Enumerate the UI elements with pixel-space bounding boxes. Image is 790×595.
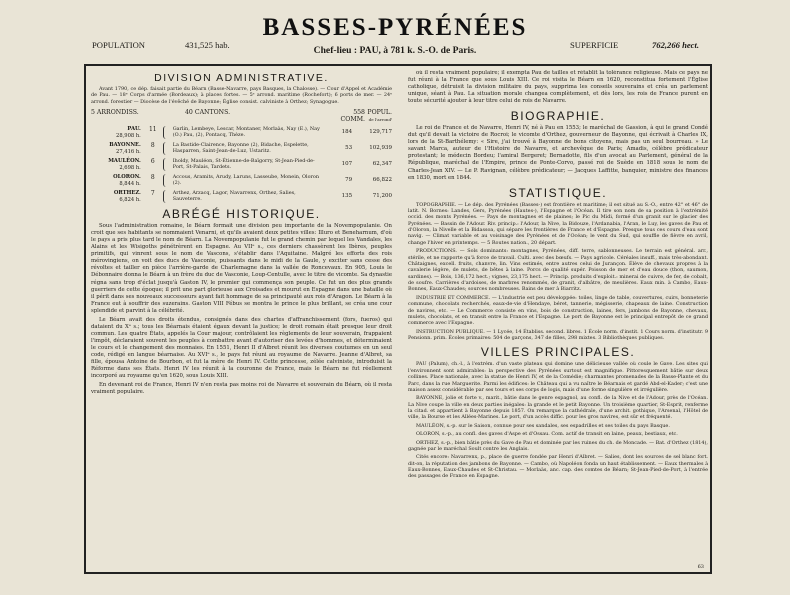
canton-count: 6 xyxy=(150,158,155,166)
abrege-paragraph: En devenant roi de France, Henri IV n'en resta pas moins roi de Navarre et souverain du Béarn, où il resta vraiment populaire. xyxy=(91,382,392,396)
abrege-text xyxy=(91,223,392,396)
canton-list: Iholdy, Mauléon, St-Étienne-de-Baïgorry, St-Jean-Pied-de-Port, St-Palais, Tardets. xyxy=(172,158,315,171)
canton-count: 8 xyxy=(150,174,155,182)
arrondissement-population: 129,717 xyxy=(369,129,392,136)
villes-autres: Cités encore: Navarrenx, p., place de guerre fondée par Henri d'Albret. — Salies, dont les sources de sel blanc fort. dit-on, la réputation des jambons de Bayonne. — Cambo, où Napoléon fonda un haut établissement. — Eaux thermales à Eaux-Bonnes, Eaux-Chaudes et St-Christau. — Morlaàs, anc. cap. des comtes de Béarn; St-Jean-Pied-de-Port, à l'entrée des passages de France en Espagne. xyxy=(408,454,708,480)
population-value: 431,525 hab. xyxy=(185,40,230,50)
ville-mauleon: MAULÉON, s.-p. sur le Saison, connue pour ses sandales, ses espadrilles et ses toiles du pays Basque. xyxy=(416,422,670,429)
arrondissement-name: MAULÉON. 2,698 h. xyxy=(108,158,141,171)
content-frame xyxy=(84,64,712,574)
division-heading: DIVISION ADMINISTRATIVE. xyxy=(154,72,329,84)
arrondissement-row xyxy=(91,142,392,155)
canton-list: Accous, Aramits, Arudy, Laruns, Lasseube, Monein, Oloron (2). xyxy=(172,174,319,187)
commune-count: 53 xyxy=(345,145,353,152)
statistique-heading: STATISTIQUE. xyxy=(508,185,608,200)
stat-topographie: TOPOGRAPHIE. — Le dép. des Pyrénées (Basses-) est frontière et maritime; il est situé au S.-O., entre 42° et 46° de latit. N. Bornes: Landes, Gers, Pyrénées (Hautes-), l'Espagne et l'Océan. Il tire son nom de sa position à l'extrémité occid. des monts Pyrénées. — Pays de montagnes et de plaines; le Pic du Midi, formé d'un granit sur le glacier des Pyrénées. — Bassin de l'Adour. Riv. princip.: l'Adour, la Nive, la Bidouze, l'Ardanabia, l'Aran, le Luy, les gaves de Pau et d'Oloron, la Nivelle et la Bidassoa, qui sépare les frontières de France et d'Espagne. Presque tous ces cours d'eau sont navig. — Climat variable et au voisinage des Pyrénées et de l'Océan; le vent du Sud, qui souffle de fièvre en avril, change l'hiver en printemps. — 5 Routes nation., 20 départ. xyxy=(408,201,708,246)
brace xyxy=(163,158,170,171)
commune-count: 79 xyxy=(345,177,353,184)
col-arrondissements: 5 ARRONDISS. xyxy=(91,109,139,117)
stat-instruction: INSTRUCTION PUBLIQUE. — 1 Lycée, 14 Établiss. second. libres. 1 École norm. d'instit. 1 Cours norm. d'institutr. 9 Pensionn. prim. Écoles primaires: 504 de garçons, 347 de filles, 298 mixtes. 3 Bibliothèques publiques. xyxy=(408,328,708,342)
ville-oloron: OLORON, s.-p., au confl. des gaves d'Aspe et d'Ossau. Com. actif de transit en laine, peaux, bestiaux, etc. xyxy=(416,431,678,438)
biographie-text: Le roi de France et de Navarre, Henri IV, né à Pau en 1553; le maréchal de Gassion, à qui le grand Condé dut qu'il devait la victoire de Rocroi; le vicomte d'Orthez, gouverneur de Bayonne, qui écrivait à Charles IX, lors de la St-Barthélemy: « Sire, j'ai trouvé à Bayonne de bons citoyens, mais pas un seul bourreau. » Le savant Marca, auteur de l'Histoire de Navarre, et archevêque de Paris; Amadis, célèbre prédicateur protestant; le médecin Bordeu; l'amiral Bergeret; Bernadotte, fils d'un avocat au Parlement, général de la République, maréchal de l'Empire, prince de Ponte-Corvo, passé roi de Suède en 1818 sous le nom de Charles-Jean XIV. — Le P. Ravignan, célèbre prédicateur; — Jacques Laffitte, banquier, ministre des finances en 1830, mort en 1844. xyxy=(408,125,708,181)
arrondissement-row xyxy=(91,174,392,187)
arrondissement-row xyxy=(91,158,392,171)
division-intro: Avant 1790, ce dép. faisait partie du Béarn (Basse-Navarre, pays Basques, la Chalosse). — Cour d'Appel et Académie de Pau. — 18ᵉ Corps d'armée (Bordeaux); à places fortes. — 5ᵉ arrond. maritime (Rochefort); 6 ports de mer. — 24ᵉ arrond. forestier — Diocèse de l'évêché de Bayonne; Église consist. calviniste à Orthez; Synagogue. xyxy=(91,86,392,105)
right-column xyxy=(408,70,708,568)
commune-count: 107 xyxy=(341,161,353,168)
arrondissement-population: 102,939 xyxy=(369,145,392,152)
superficie-value: 762,266 hect. xyxy=(652,40,700,50)
col-cantons: 40 CANTONS. xyxy=(185,109,231,117)
arrondissement-name: BAYONNE. 27,416 h. xyxy=(109,142,141,155)
chef-lieu: Chef-lieu : PAU, à 781 k. S.-O. de Paris. xyxy=(313,45,477,56)
biographie-heading: BIOGRAPHIE. xyxy=(510,109,606,124)
ville-pau: PAU (Palum), ch.-l., à l'extrém. d'un vaste plateau qui domine une délicieuse vallée où coule le Gave. Les sites qui l'environnent sont admirables: la perspective des Pyrénées surtout est magnifique. Pittoresquement bâtie sur deux collines. Place nationale, avec la statue de Henri IV, et de la Comédie; charmantes promenades de la Basse-Plante et du Parc, dans la rue Marguerite. Parmi les édifices: le Château qui a vu naître le Béarnais et gardé Abd-el-Kader; c'est une maison assez considérable par ses tours et ses corps de logis, mais d'une forme singulière et irrégulière. xyxy=(408,361,708,393)
superficie-label: SUPERFICIE xyxy=(570,40,619,50)
arrondissement-list xyxy=(91,126,392,203)
stat-productions: PRODUCTIONS. — Sols dominants: montagnes, Pyrénées, diff. terre, sablonneuses. Le terrain est général. arr., stérile, et ne rapporte qu'à force de travail. Culti. avec des bœufs. — Pays agricole. Céréales insuff., mais très-abondant. Châtaignes, excell. fruits, chanvre, lin. Vins estimés, entre autres celui de Jurançon. Élève de chevaux propres à la cavalerie légère, de mulets, de bêtes à laine. Porcs de qualité supér. Poisson de mer et d'eau douce (thon, saumon, sardines). — Bois, 136,172 hect.; vignes, 23,175 hect. — Princip. produits d'exploit.: minerai de cuivre, de fer, de cobalt, de soufre. Carrières d'ardoises, de marbres renommés, de granit, d'albâtre, de meulières. Eaux min. à Cambo, Eaux-Bonnes, Eaux-Chaudes; sources nombreuses. Bains de mer à Biarritz. xyxy=(408,248,708,293)
ville-orthez: ORTHEZ, s.-p., bien bâtie près du Gave de Pau et dominée par les ruines du ch. de Moncade. — Bat. d'Orthez (1814), gagnée par le maréchal Soult contre les Anglais. xyxy=(408,439,708,452)
left-column xyxy=(91,70,392,568)
arrondissement-name: ORTHEZ. 6,824 h. xyxy=(113,190,141,203)
abrege-paragraph: Sous l'administration romaine, le Béarn formait une division peu importante de la Novempopulanie. On croit que ses habitants se nommaient Venarni, et qu'ils avaient deux petites villes: Illuro et Beneharnum, d'où le pays a pris plus tard le nom de Béarn. La Novempopulanie fut le grand chemin par lequel les Vandales, les Alains et les Wisigoths pénétrèrent en Espagne. Au VIIᵉ s., ces derniers chassèrent les Ibères, peuples primitifs, qui vinrent sous le nom de Vascons, s'établir dans l'Aquitaine. Malgré les efforts des rois mérovingiens, on voit des ducs de Vasconie, puissants dans le midi de la Gaule, y exciter sans cesse des révoltes et tailler en pièce l'arrière-garde de Charlemagne dans la vallée de Roncevaux. En 905, Louis le Débonnaire donna le Béarn à un frère du duc de Vasconie, Loup-Centulle, avec le titre de vicomte. Sa dynastie régna sans trop d'éclat jusqu'à Gaston IV, le premier qui commença son peuple. Ce fut un des plus grands guerriers de cette époque; il prit une part glorieuse aux Croisades et mourut en Espagne dans une bataille où il périt dans ses nouveaux successeurs ayant fait hommage de sa principauté aux rois d'Aragon. Le Béarn à la France eut à souffrir des suzerains. Gaston VIII Fébus se montra le prince le plus brillant, se créa une cour splendide et parvint à la célébrité. xyxy=(91,223,392,314)
arrondissement-population: 71,200 xyxy=(372,193,392,200)
arrondissement-row xyxy=(91,126,392,139)
brace xyxy=(163,190,170,203)
col-communes: 558 COMM. xyxy=(340,109,365,124)
history-continuation: où il resta vraiment populaire; il exempta Pau de tailles et rétablit la tolérance religieuse. Mais ce pays ne fut réuni à la France que sous Louis XIII. Ce roi visita le Béarn en 1620, reconstitua fortement l'Église catholique, détruisit la division militaire du pays, supprima les conseils souverains et créa un parlement unique, séant à Pau. La situation morale changea complètement, et dès lors, les rois de France purent en toute sécurité ajouter à leur titre celui de rois de Navarre. xyxy=(408,70,708,105)
arrondissement-population: 66,822 xyxy=(372,177,392,184)
division-table-header xyxy=(91,109,392,123)
canton-list: Garlin, Lembeye, Lescar, Montaner, Morlaàs, Nay (E.), Nay (O.) Pau, (2), Pontacq, Thèze. xyxy=(172,126,320,139)
villes-heading: VILLES PRINCIPALES. xyxy=(480,345,636,360)
brace xyxy=(163,126,170,139)
commune-count: 135 xyxy=(341,193,353,200)
population-label: POPULATION xyxy=(92,40,145,50)
stat-industrie: INDUSTRIE ET COMMERCE. — L'industrie est peu développée: toiles, linge de table, couvertures, cuirs, bonneterie commune, chocolats recherchés, eaux-de-vie d'Hendaye, béret, tannerie, mégisserie, chapeaux de laine. Construction de navires, etc. — Le Commerce consiste en vins, bois de construction, laines, fers, jambons de Bayonne, chevaux, mulets, chocolats, et en transit entre la France et l'Espagne. Le port de Bayonne est le principal entrepôt de ce grand commerce avec l'Espagne. xyxy=(408,294,708,327)
canton-count: 7 xyxy=(150,190,155,198)
canton-list: Arthez, Arzacq, Lagor, Navarrenx, Orthez, Salies, Sauveterre. xyxy=(172,190,296,203)
arrondissement-population: 62,347 xyxy=(372,161,392,168)
canton-count: 11 xyxy=(148,126,157,134)
brace xyxy=(163,142,170,155)
brace xyxy=(163,174,170,187)
arrondissement-name: PAU. 28,908 h. xyxy=(116,126,141,139)
col-population: POPUL. de l'arrondᵗ xyxy=(367,109,392,123)
ville-bayonne: BAYONNE, jolie et forte v., marit., bâtie dans le genre espagnol, au confl. de la Nive et de l'Adour, près de l'Océan. La Nive coupe la ville en deux parties inégales: la grande et le petit Bayonne. Un troisième quartier, St-Esprit, renferme la citad. et appartient à Bayonne depuis 1857. On remarque la cathédrale, d'une archit. gothique, l'Arsenal, l'Hôtel de ville, la Bourse et les Allées-Marines. Le port, d'un accès diffic. pour les gros navires, est sûr et fréquenté. xyxy=(408,395,708,421)
canton-list: La Bastide-Clairence, Bayonne (2), Bidache, Espelette, Hasparren, Saint-Jean-de-Luz, Ustaritz. xyxy=(172,142,309,155)
canton-count: 8 xyxy=(150,142,155,150)
abrege-paragraph: Le Béarn avait des droits étendus, consignés dans des chartes d'affranchissement (fors, fueros) qui dataient du Xᵉ s.; tous les Béarnais étaient égaux devant la justice; le droit romain était presque leur droit commun. Les quatre États, appelés la Cour majour, contrôlaient les règlements de leur souverain, frappaient l'impôt, déclaraient souvent les peuples à combattre avant d'autoriser des levées d'hommes, et déterminaient le cours et le changement des monnaies. En 1551, Henri II d'Albret réunit les diverses coutumes en un seul code, rédigé en langue béarnaise. Au XVIᵉ s., le pays fut réuni au royaume de Navarre. Jeanne d'Albret, sa fille, épousa Antoine de Bourbon, et fut la mère de Henri IV. Cette princesse, zélée calviniste, introduisit la Réforme dans ses États. Henri IV les réunit à la couronne de France, mais le Béarn ne fut réellement incorporé au royaume qu'en 1620, sous Louis XIII. xyxy=(91,316,392,380)
arrondissement-row xyxy=(91,190,392,203)
page-title: BASSES-PYRÉNÉES xyxy=(262,14,528,41)
arrondissement-name: OLORON. 8,844 h. xyxy=(113,174,141,187)
page-number: 63 xyxy=(697,564,704,570)
commune-count: 184 xyxy=(341,129,353,136)
abrege-heading: ABRÉGÉ HISTORIQUE. xyxy=(162,207,321,222)
